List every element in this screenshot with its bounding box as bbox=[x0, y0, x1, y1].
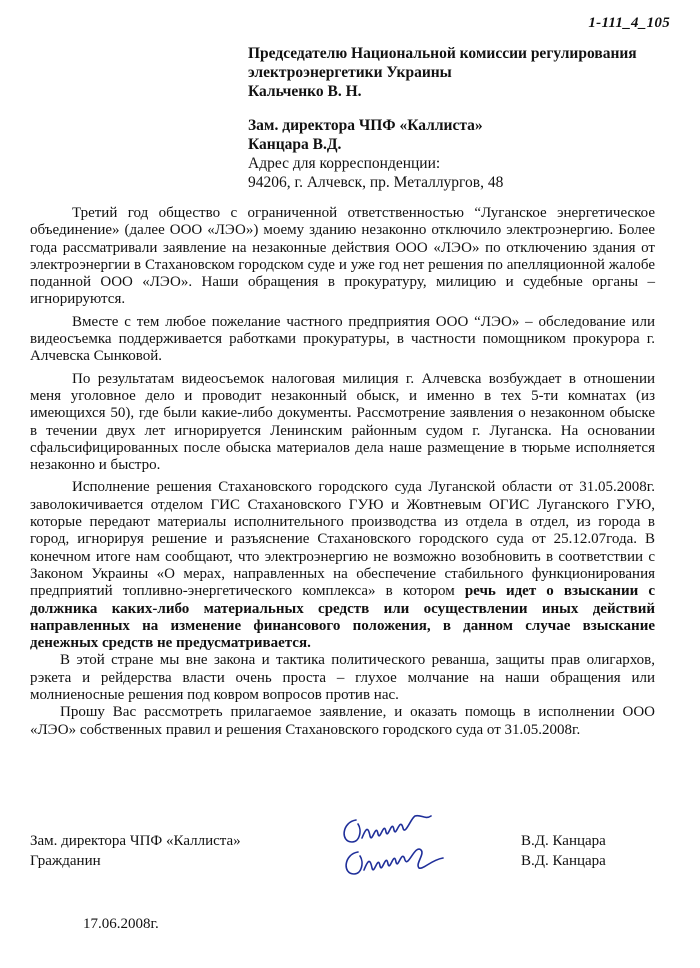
addressee-name: Кальченко В. Н. bbox=[248, 83, 362, 100]
signatory-name-1: В.Д. Канцара bbox=[521, 833, 606, 849]
paragraph-6: Прошу Вас рассмотреть прилагаемое заявление, и оказать помощь в исполнении ООО «ЛЭО» собственных правил и решения Стахановского городского суда от 31.05.2008г. bbox=[30, 704, 655, 738]
handwritten-signature bbox=[338, 812, 488, 887]
signatory-position: Зам. директора ЧПФ «Каллиста» bbox=[30, 833, 241, 849]
document-id: 1-111_4_105 bbox=[588, 15, 670, 31]
addressee-line-1: Председателю Национальной комиссии регулирования bbox=[248, 45, 637, 62]
signatory-status: Гражданин bbox=[30, 853, 101, 869]
addressee-block bbox=[248, 44, 678, 101]
paragraph-1: Третий год общество с ограниченной ответственностью “Луганское энергетическое объединение» (далее ООО «ЛЭО») моему зданию незаконно отключило электроэнергию. Более года рассматривали заявление на незаконные действия ООО «ЛЭО» по отключению здания от электроэнергии в Стахановском городском суде и уже год нет решения по апелляционной жалобе поданной ООО «ЛЭО». Наши обращения в прокуратуру, милицию и судебные органы – игнорируются. bbox=[30, 205, 655, 308]
signatory-titles bbox=[30, 831, 241, 871]
paragraph-4 bbox=[30, 479, 655, 652]
sender-address-label: Адрес для корреспонденции: bbox=[248, 155, 441, 172]
paragraph-4-emphasis: речь идет о взыскании с должника каких-либо материальных средств или осуществлении иных действий направленных на изменение финансового положения, в данном случае взыскание денежных средств не предусматривается. bbox=[30, 583, 655, 652]
paragraph-3: По результатам видеосъемок налоговая милиция г. Алчевска возбуждает в отношении меня уголовное дело и проводит незаконный обыск, и именно в тех 5-ти комнатах (из имеющихся 50), где были какие-либо документы. Рассмотрение заявления о незаконном обыске в течении двух лет игнорируется Ленинским районным судом г. Луганска. На основании сфальсифицированных после обыска материалов дела наше размещение в тюрьме исполняется незаконно и быстро. bbox=[30, 370, 655, 474]
letter-date: 17.06.2008г. bbox=[83, 916, 159, 932]
addressee-line-2: электроэнергетики Украины bbox=[248, 64, 452, 81]
signatory-names bbox=[521, 831, 606, 871]
paragraph-5: В этой стране мы вне закона и тактика политического реванша, защиты прав олигархов, рэкета и рейдерства власти очень проста – глухое молчание на наши обращения или молниеносные решения под ковром вопросов против нас. bbox=[30, 652, 655, 704]
sender-name: Канцара В.Д. bbox=[248, 136, 342, 153]
signatory-name-2: В.Д. Канцара bbox=[521, 853, 606, 869]
paragraph-4-text: Исполнение решения Стахановского городского суда Луганской области от 31.05.2008г. заволокичивается отделом ГИС Стахановского ГУЮ и Жовтневым ОГИС Луганского ГУЮ, которые передают материалы исполнительного производства из отдела в отдел, из города в город, игнорируя решение и разъяснение Стахановского городского суда от 25.12.07года. В конечном итоге нам сообщают, что электроэнергию не возможно возобновить в соответствии с Законом Украины «О мерах, направленных на обеспечение стабильного функционирования предприятий топливно-энергетического комплекса» в котором bbox=[30, 479, 655, 600]
sender-address: 94206, г. Алчевск, пр. Металлургов, 48 bbox=[248, 174, 504, 191]
letter-body bbox=[30, 205, 655, 744]
sender-block bbox=[248, 116, 678, 192]
sender-position: Зам. директора ЧПФ «Каллиста» bbox=[248, 117, 483, 134]
paragraph-2: Вместе с тем любое пожелание частного предприятия ООО “ЛЭО» – обследование или видеосъемка поддерживается работками прокуратуры, в частности помощником прокурора г. Алчевска Сынковой. bbox=[30, 313, 655, 365]
